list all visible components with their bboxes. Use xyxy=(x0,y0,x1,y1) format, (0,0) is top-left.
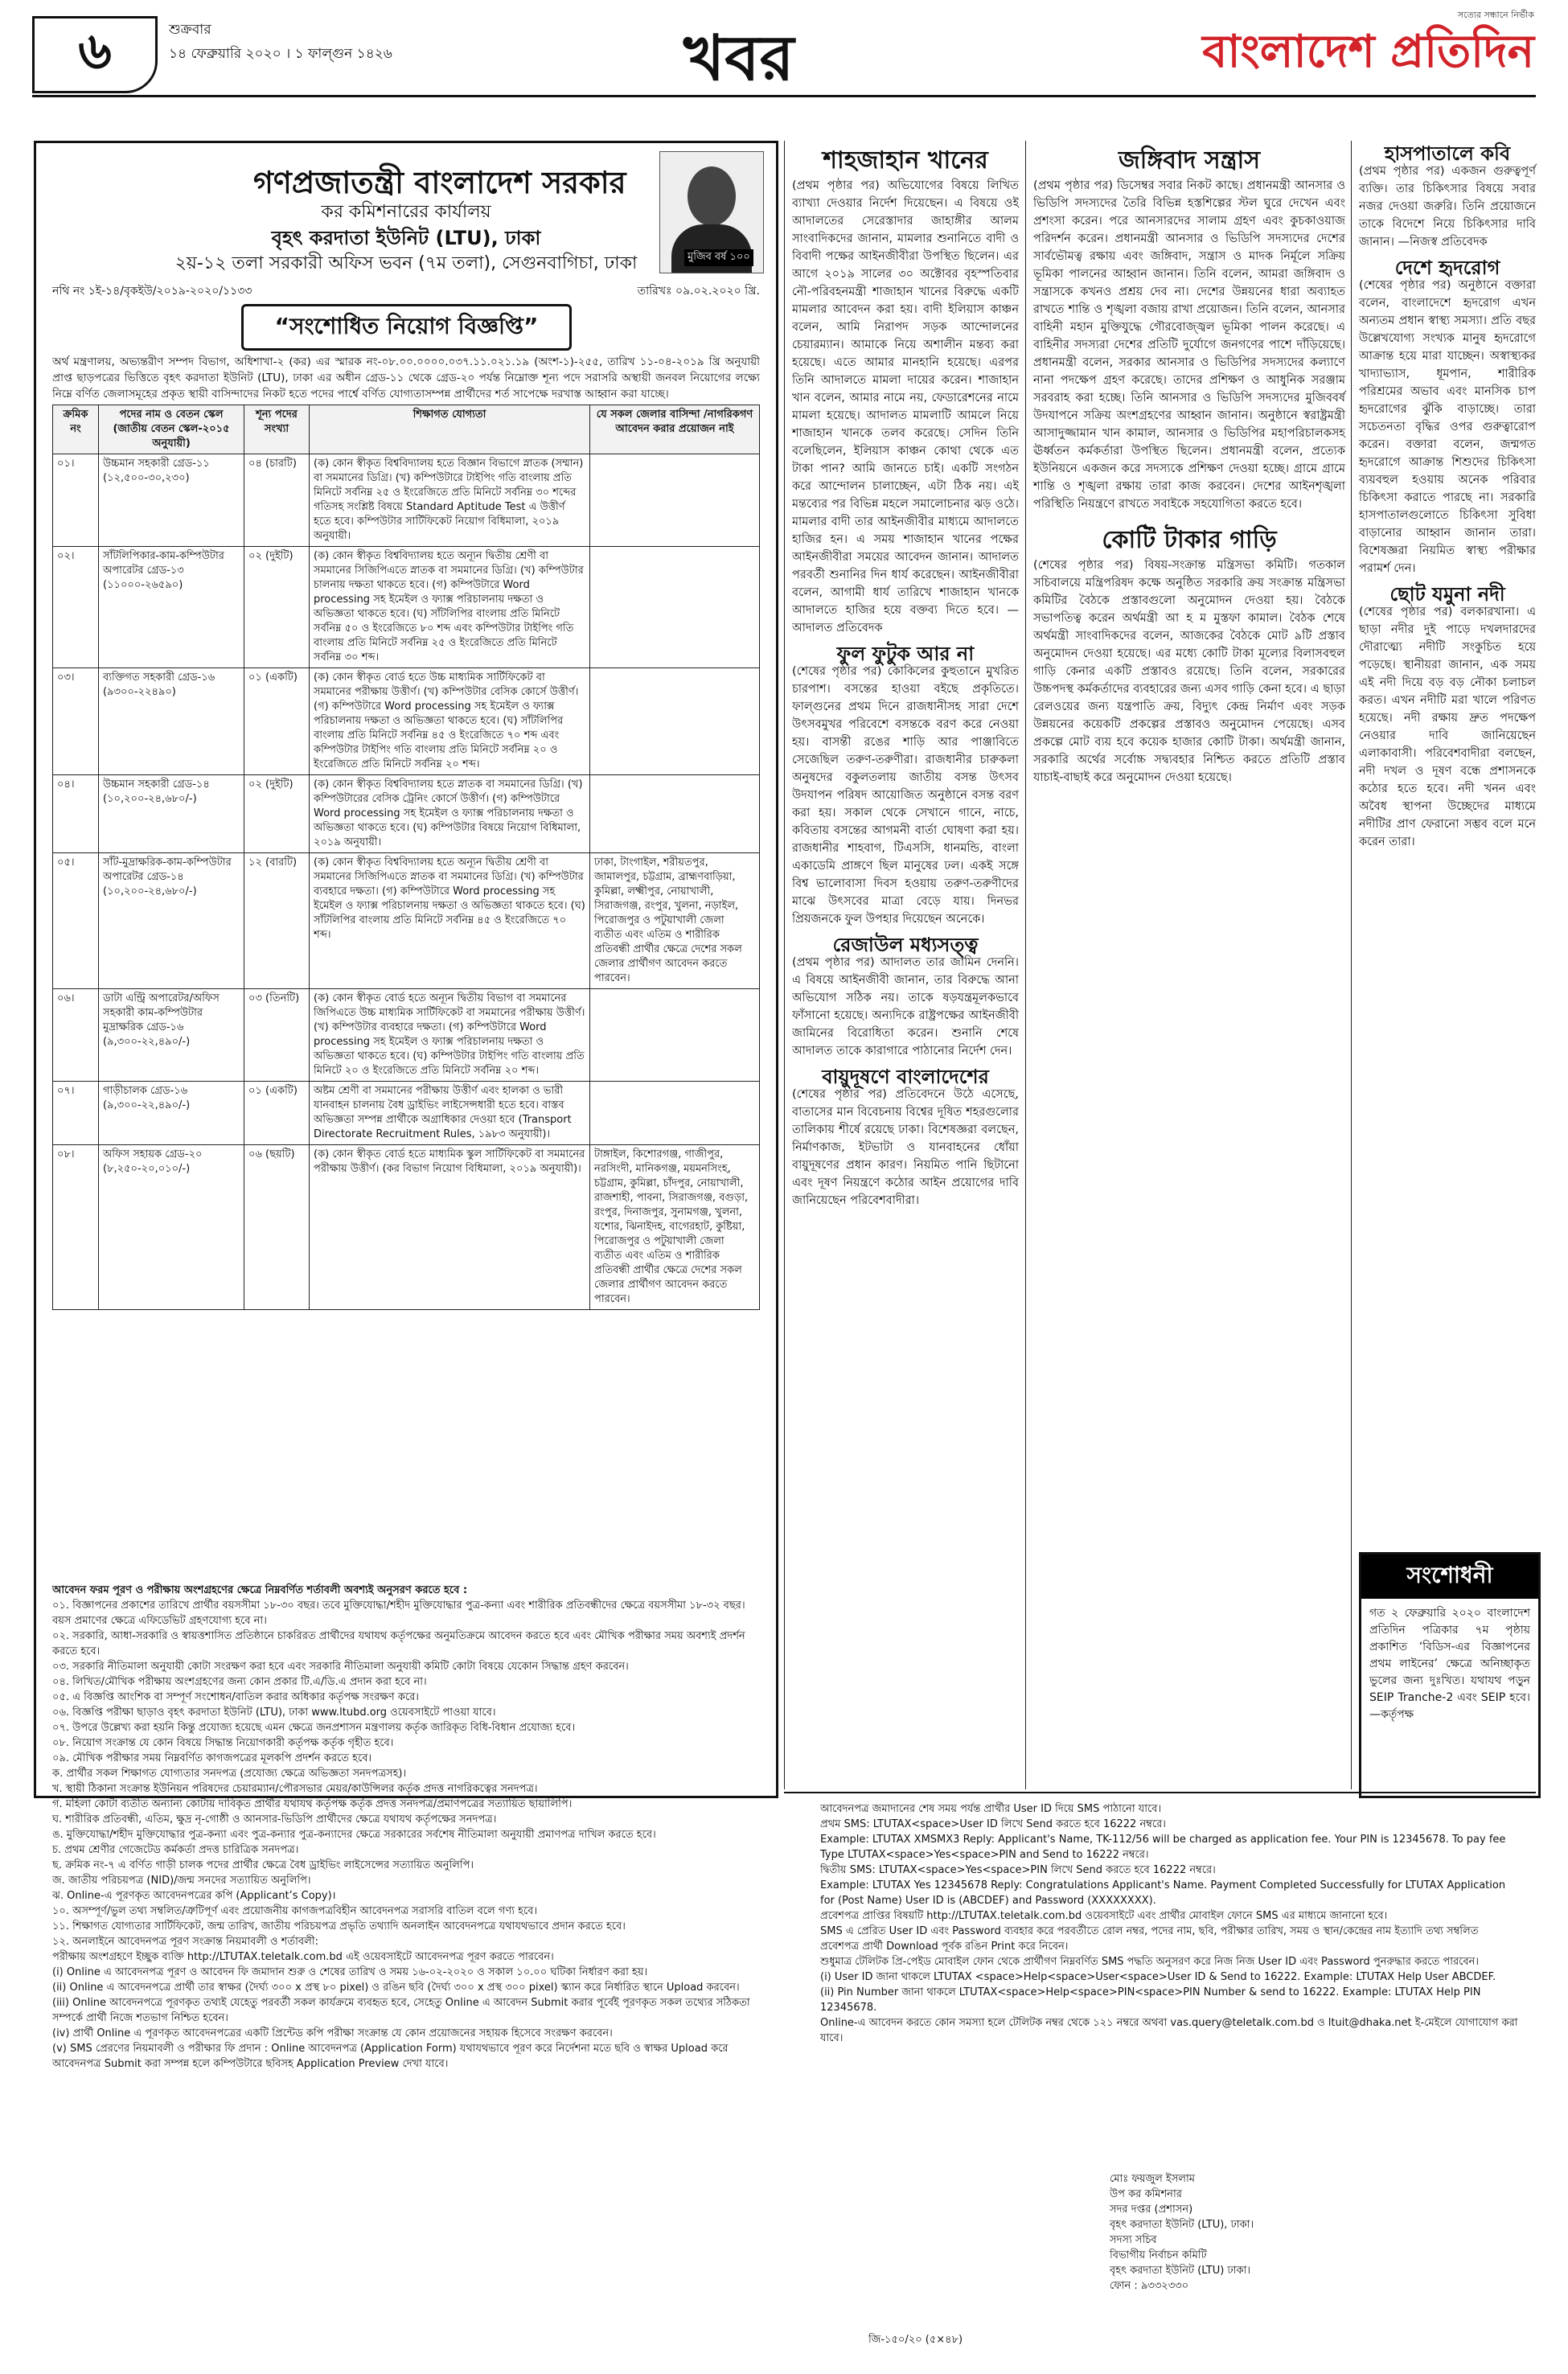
cell-post: গাড়ীচালক গ্রেড-১৬ (৯,৩০০-২২,৪৯০/-) xyxy=(99,1082,244,1145)
headline-flower: ফুল ফুটুক আর না xyxy=(836,642,975,665)
ad-address: ২য়-১২ তলা সরকারী অফিস ভবন (৭ম তলা), সেগুনবাগিচা, ঢাকা xyxy=(174,253,638,273)
signatory-line: বৃহৎ করদাতা ইউনিট (LTU) ঢাকা। xyxy=(1110,2265,1251,2277)
ad-office: কর কমিশনারের কার্যালয় xyxy=(321,202,491,222)
cell-qual: (ক) কোন স্বীকৃত বিশ্ববিদ্যালয় হতে স্নাতক বা সমমানের ডিগ্রি। (খ) কম্পিউটারের বেসিক ট্রেনিং কোর্সে উত্তীর্ণ। (গ) কম্পিউটারে Word processing সহ ইমেইল ও ফ্যাক্স পরিচালনায় দক্ষতা ও অভিজ্ঞতা থাকতে হবে। (ঘ) কম্পিউটার বিষয়ে নিয়োগ বিধিমালা, ২০১৯ অনুযায়ী। xyxy=(310,775,590,853)
posts-header-row xyxy=(53,405,760,454)
cell-count: ০৩ (তিনটি) xyxy=(244,989,310,1082)
sms-line: Example: LTUTAX Yes 12345678 Reply: Congratulations Applicant's Name. Payment Completed Successfully for LTUTAX Application for (Post Name) User ID is (ABCDEF) and Password (XXXXXXXX). xyxy=(820,1879,1506,1907)
cell-qual: (ক) কোন স্বীকৃত বোর্ড হতে উচ্চ মাধ্যমিক সার্টিফিকেট বা সমমানের পরীক্ষায় উত্তীর্ণ। (খ) কম্পিউটার বেসিক কোর্সে উত্তীর্ণ। (গ) কম্পিউটারে Word processing সহ ইমেইল ও ফ্যাক্স পরিচালনায় দক্ষতা ও অভিজ্ঞতা থাকতে হবে। (ঘ) সাঁটলিপির বাংলায় প্রতি মিনিটে সর্বনিম্ন ৪৫ ও ইংরেজিতে ৭০ শব্দ এবং কম্পিউটার টাইপিং গতি বাংলায় প্রতি মিনিটে সর্বনিম্ন ২০ ও ইংরেজিতে প্রতি মিনিটে সর্বনিম্ন ২০ শব্দ। xyxy=(310,668,590,775)
cell-sl: ০৬। xyxy=(53,989,99,1082)
cell-post: অফিস সহায়ক গ্রেড-২০ (৮,২৫০-২০,০১০/-) xyxy=(99,1145,244,1310)
section-title: খবর xyxy=(683,22,794,95)
column-2 xyxy=(1033,145,1345,1793)
header-day: শুক্রবার xyxy=(169,22,211,38)
post-row xyxy=(53,668,760,775)
cell-region xyxy=(590,454,760,547)
rule-item: খ. স্থায়ী ঠিকানা সংক্রান্ত ইউনিয়ন পরিষদের চেয়ারম্যান/পৌরসভার মেয়র/কাউন্সিলর কর্তৃক প্রদত্ত নাগরিকত্বের সনদপত্র। xyxy=(52,1783,538,1795)
cell-qual: (ক) কোন স্বীকৃত বোর্ড হতে মাধ্যমিক স্কুল সার্টিফিকেট বা সমমানের পরীক্ষায় উত্তীর্ণ। (কর বিভাগ নিয়োগ বিধিমালা, ২০১৯ অনুযায়ী)। xyxy=(310,1145,590,1310)
post-row xyxy=(53,1145,760,1310)
header-date xyxy=(169,18,392,66)
bottom-rule xyxy=(784,1792,1536,1793)
sms-line: Example: LTUTAX XMSMX3 Reply: Applicant's Name, TK-112/56 will be charged as application fee. Your PIN is 12345678. To pay fee Type LTUTAX<space>Yes<space>PIN and Send to 16222 নম্বরে। xyxy=(820,1834,1506,1861)
rule-item: ১১. শিক্ষাগত যোগ্যতার সার্টিফিকেট, জন্ম তারিখ, জাতীয় পরিচয়পত্র প্রভৃতি তথ্যাদি অনলাইন আবেদনপত্রে যথাযথভাবে প্রদান করতে হবে। xyxy=(52,1920,626,1932)
rule-item: জ. জাতীয় পরিচয়পত্র (NID)/জন্ম সনদের সত্যায়িত অনুলিপি। xyxy=(52,1875,311,1887)
cell-region xyxy=(590,668,760,775)
header-rule xyxy=(32,95,1536,97)
column-divider xyxy=(1351,141,1352,1789)
rule-item: (i) Online এ আবেদনপত্র পূরণ ও আবেদন ফি জমাদান শুরু ও শেষের তারিখ ও সময় ১৬-০২-২০২০ ও সকাল ১০.০০ ঘটিকা নির্ধারণ করা হয়। xyxy=(52,1966,648,1978)
story-poet: (প্রথম পৃষ্ঠার পর) একজন গুরুত্বপূর্ণ ব্যক্তি। তার চিকিৎসার বিষয়ে সবার নজর দেওয়া জরুরি। তিনি প্রয়োজনে তাকে বিদেশে নিয়ে চিকিৎসার দাবি জানান। —নিজস্ব প্রতিবেদক xyxy=(1359,165,1536,248)
rule-item: পরীক্ষায় অংশগ্রহণে ইচ্ছুক ব্যক্তি http://LTUTAX.teletalk.com.bd এই ওয়েবসাইটে আবেদনপত্র পূরণ করতে পারবেন। xyxy=(52,1951,554,1963)
cell-count: ০৪ (চারটি) xyxy=(244,454,310,547)
rule-item: ০৩. সরকারি নীতিমালা অনুযায়ী কোটা সংরক্ষণ করা হবে এবং সরকারি নীতিমালা অনুযায়ী কমিটি কোটা বিষয়ে যেকোন সিদ্ধান্ত গ্রহণ করবেন। xyxy=(52,1661,629,1673)
sms-instructions xyxy=(820,1801,1520,2046)
signatory-line: সদস্য সচিব xyxy=(1110,2234,1157,2246)
cell-sl: ০৪। xyxy=(53,775,99,853)
post-row xyxy=(53,775,760,853)
signatory-line: মোঃ ফয়জুল ইসলাম xyxy=(1110,2173,1195,2185)
sms-line: Online-এ আবেদন করতে কোন সমস্যা হলে টেলিটক নম্বর থেকে ১২১ নম্বরে অথবা vas.query@teletalk.com.bd ও ltuit@dhaka.net ই-মেইলে যোগাযোগ করা যাবে। xyxy=(820,2017,1518,2044)
rule-item: (iv) প্রার্থী Online এ পূরণকৃত আবেদনপত্রের একটি প্রিন্টেড কপি পরীক্ষা সংক্রান্ত যে কোন প্রয়োজনের সহায়ক হিসেবে সংরক্ষণ করবেন। xyxy=(52,2027,613,2039)
correction-text: গত ২ ফেব্রুয়ারি ২০২০ বাংলাদেশ প্রতিদিন পত্রিকার ৭ম পৃষ্ঠায় প্রকাশিত ‘বিডিস-এর বিজ্ঞাপনের প্রথম লাইনের’ ক্ষেত্রে অনিচ্ছাকৃত ভুলের জন্য দুঃখিত। যথাযথ পড়ুন SEIP Tranche-2 এবং SEIP হবে। —কর্তৃপক্ষ xyxy=(1369,1607,1530,1721)
rule-item: ঙ. মুক্তিযোদ্ধা/শহীদ মুক্তিযোদ্ধার পুত্র-কন্যা এবং পুত্র-কন্যার পুত্র-কন্যাদের ক্ষেত্রে সরকারের সর্বশেষ নীতিমালা অনুযায়ী প্রমাণপত্র দাখিল করতে হবে। xyxy=(52,1829,656,1841)
notice-banner: “সংশোধিত নিয়োগ বিজ্ঞপ্তি” xyxy=(241,304,572,351)
story-rezaul: (প্রথম পৃষ্ঠার পর) আদালত তার জামিন দেননি। এ বিষয়ে আইনজীবী জানান, তার বিরুদ্ধে আনা অভিযোগ সঠিক নয়। তাকে ষড়যন্ত্রমূলকভাবে ফাঁসানো হয়েছে। অন্যদিকে রাষ্ট্রপক্ষের আইনজীবী জামিনের বিরোধিতা করেন। শুনানি শেষে আদালত তাকে কারাগারে পাঠানোর নির্দেশ দেন। xyxy=(792,956,1019,1058)
cell-post: সাঁট-মুদ্রাক্ষরিক-কাম-কম্পিউটার অপারেটর গ্রেড-১৪ (১০,২০০-২৪,৬৮০/-) xyxy=(99,853,244,989)
signatory-line: সদর দপ্তর (প্রশাসন) xyxy=(1110,2204,1193,2216)
cell-region xyxy=(590,547,760,668)
column-divider xyxy=(784,141,785,1789)
story-river: (শেষের পৃষ্ঠার পর) বলকারখানা। এ ছাড়া নদীর দুই পাড়ে দখলদারদের দৌরাত্ম্যে নদীটি সংকুচিত হয়ে পড়েছে। স্থানীয়রা জানান, এক সময় এই নদী দিয়ে বড় বড় নৌকা চলাচল করত। এখন নদীটি মরা খালে পরিণত হয়েছে। নদী রক্ষায় দ্রুত পদক্ষেপ নেওয়ার দাবি জানিয়েছেন এলাকাবাসী। পরিবেশবাদীরা বলছেন, নদী দখল ও দূষণ বন্ধে প্রশাসনকে কঠোর হতে হবে। নদী খনন এবং অবৈধ স্থাপনা উচ্ছেদের মাধ্যমে নদীটির প্রাণ ফেরানো সম্ভব বলে মনে করেন তারা। xyxy=(1359,606,1536,848)
cell-count: ০৬ (ছয়টি) xyxy=(244,1145,310,1310)
memo-number: নথি নং ১ই-১৪/বৃকইউ/২০১৯-২০২০/১১৩৩ xyxy=(52,285,252,298)
cell-post: ব্যক্তিগত সহকারী গ্রেড-১৬ (৯৩০০-২২৪৯০) xyxy=(99,668,244,775)
column-1 xyxy=(792,145,1019,1793)
sms-line: আবেদনপত্র জমাদানের শেষ সময় পর্যন্ত প্রার্থীর User ID দিয়ে SMS পাঠানো যাবে। xyxy=(820,1803,1162,1815)
memo-line xyxy=(52,281,760,301)
cell-count: ১২ (বারটি) xyxy=(244,853,310,989)
col-post: পদের নাম ও বেতন স্কেল (জাতীয় বেতন স্কেল-২০১৫ অনুযায়ী) xyxy=(99,405,244,454)
ad-intro: অর্থ মন্ত্রণালয়, অভ্যন্তরীণ সম্পদ বিভাগ, অধিশাখা-২ (কর) এর স্মারক নং-০৮.০০.০০০০.০৩৭.১১.০২১.১৯ (অংশ-১)-২৫৫, তারিখ ১১-০৪-২০১৯ খ্রি অনুযায়ী প্রাপ্ত ছাড়পত্রের ভিত্তিতে বৃহৎ করদাতা ইউনিট (LTU), ঢাকা এর অধীন গ্রেড-১১ থেকে গ্রেড-২০ পর্যন্ত নিম্নোক্ত শূন্য পদে সরাসরি অস্থায়ী জনবল নিয়োগের লক্ষ্যে নিম্নে বর্ণিত জেলাসমূহের প্রকৃত স্থায়ী বাসিন্দাদের নিকট হতে পদের পার্শ্বে বর্ণিত যোগ্যতাসম্পন্ন প্রার্থীদের শর্ত সাপেক্ষে দরখাস্ত আহ্বান করা যাচ্ছে। xyxy=(52,355,760,400)
cell-count: ০২ (দুইটি) xyxy=(244,775,310,853)
cell-sl: ০১। xyxy=(53,454,99,547)
col-count: শূন্য পদের সংখ্যা xyxy=(244,405,310,454)
cell-qual: অষ্টম শ্রেণী বা সমমানের পরীক্ষায় উত্তীর্ণ এবং হালকা ও ভারী যানবাহন চালনায় বৈধ ড্রাইভিং লাইসেন্সধারী হতে হবে। বাস্তব অভিজ্ঞতা সম্পন্ন প্রার্থীকে অগ্রাধিকার দেওয়া হবে (Transport Directorate Recruitment Rules, ১৯৮৩ অনুযায়ী)। xyxy=(310,1082,590,1145)
correction-title: সংশোধনী xyxy=(1361,1555,1538,1599)
rule-item: (ii) Online এ আবেদনপত্রে প্রার্থী তার স্বাক্ষর (দৈর্ঘ্য ৩০০ x প্রস্থ ৮০ pixel) ও রঙিন ছবি (দৈর্ঘ্য ৩০০ x প্রস্থ ৩০০ pixel) স্ক্যান করে নির্ধারিত স্থানে Upload করবেন। xyxy=(52,1982,740,1994)
signatory-line: বিভাগীয় নির্বাচন কমিটি xyxy=(1110,2249,1207,2261)
rules-section xyxy=(52,1583,760,2072)
header-date-text: ১৪ ফেব্রুয়ারি ২০২০ । ১ ফাল্গুন ১৪২৬ xyxy=(169,46,392,62)
cell-post: ডাটা এন্ট্রি অপারেটর/অফিস সহকারী কাম-কম্পিউটার মুদ্রাক্ষরিক গ্রেড-১৬ (৯,৩০০-২২,৪৯০/-) xyxy=(99,989,244,1082)
rule-item: ০৭. উপরে উল্লেখ্য করা হয়নি কিন্তু প্রযোজ্য হয়েছে এমন ক্ষেত্রে জনপ্রশাসন মন্ত্রণালয় কর্তৃক জারিকৃত বিধি-বিধান প্রযোজ্য হবে। xyxy=(52,1722,576,1734)
rule-item: ০৬. বিজ্ঞপ্তি পরীক্ষা ছাড়াও বৃহৎ করদাতা ইউনিট (LTU), ঢাকা www.ltubd.org ওয়েবসাইটে পাওয়া যাবে। xyxy=(52,1707,496,1719)
cell-qual: (ক) কোন স্বীকৃত বোর্ড হতে অন্যূন দ্বিতীয় বিভাগ বা সমমানের জিপিএতে উচ্চ মাধ্যমিক সার্টিফিকেট বা সমমানের পরীক্ষায় উত্তীর্ণ। (খ) কম্পিউটার ব্যবহারে দক্ষতা। (গ) কম্পিউটারে Word processing সহ ইমেইল ও ফ্যাক্স পরিচালনায় দক্ষতা ও অভিজ্ঞতা থাকতে হবে। (ঘ) কম্পিউটার টাইপিং গতি বাংলায় প্রতি মিনিটে ২০ ও ইংরেজিতে প্রতি মিনিটে সর্বনিম্ন ২০ শব্দ। xyxy=(310,989,590,1082)
cell-qual: (ক) কোন স্বীকৃত বিশ্ববিদ্যালয় হতে অন্যূন দ্বিতীয় শ্রেণী বা সমমানের সিজিপিএতে স্নাতক বা সমমানের ডিগ্রি। (খ) কম্পিউটার চালনায় দক্ষতা থাকতে হবে। (গ) কম্পিউটারে Word processing সহ ইমেইল ও ফ্যাক্স পরিচালনায় দক্ষতা ও অভিজ্ঞতা থাকতে হবে। (ঘ) সাঁটলিপির বাংলায় প্রতি মিনিটে সর্বনিম্ন ৫০ ও ইংরেজিতে ৮০ শব্দ এবং কম্পিউটার টাইপিং গতি বাংলায় প্রতি মিনিটে সর্বনিম্ন ২৫ ও ইংরেজিতে প্রতি মিনিটে সর্বনিম্ন ৩০ শব্দ। xyxy=(310,547,590,668)
post-row xyxy=(53,853,760,989)
page-number: ৬ xyxy=(32,16,158,93)
ad-title: গণপ্রজাতন্ত্রী বাংলাদেশ সরকার xyxy=(253,164,626,200)
story-heart: (শেষের পৃষ্ঠার পর) অনুষ্ঠানে বক্তারা বলেন, বাংলাদেশে হৃদরোগ এখন অন্যতম প্রধান স্বাস্থ্য সমস্যা। প্রতি বছর উল্লেখযোগ্য সংখ্যক মানুষ হৃদরোগে আক্রান্ত হয়ে মারা যাচ্ছেন। অস্বাস্থ্যকর খাদ্যাভ্যাস, ধূমপান, শারীরিক পরিশ্রমের অভাব এবং মানসিক চাপ হৃদরোগের ঝুঁকি বাড়াচ্ছে। তারা সচেতনতা বৃদ্ধির ওপর গুরুত্বারোপ করেন। বক্তারা বলেন, জন্মগত হৃদরোগে আক্রান্ত শিশুদের চিকিৎসা ব্যয়বহুল হওয়ায় অনেক পরিবার চিকিৎসা করাতে পারছে না। সরকারি হাসপাতালগুলোতে চিকিৎসা সুবিধা বাড়ানোর আহ্বান জানান তারা। বিশেষজ্ঞরা নিয়মিত স্বাস্থ্য পরীক্ষার পরামর্শ দেন। xyxy=(1359,279,1536,575)
headline-car: কোটি টাকার গাড়ি xyxy=(1102,526,1277,554)
col-qual: শিক্ষাগত যোগ্যতা xyxy=(310,405,590,454)
headline-shahjahan: শাহজাহান খানের xyxy=(823,146,988,175)
column-3 xyxy=(1359,142,1536,1544)
photo-caption: মুজিব বর্ষ ১০০ xyxy=(684,249,753,266)
portrait-face xyxy=(688,166,736,226)
ad-code: জি-১৫০/২০ (৫×৪৮) xyxy=(868,2334,963,2346)
story-pollution: (শেষের পৃষ্ঠার পর) প্রতিবেদনে উঠে এসেছে, বাতাসের মান বিবেচনায় বিশ্বের দূষিত শহরগুলোর তালিকায় শীর্ষে রয়েছে ঢাকা। বিশেষজ্ঞরা বলছেন, নির্মাণকাজ, ইটভাটা ও যানবাহনের ধোঁয়া বায়ুদূষণের প্রধান কারণ। নিয়মিত পানি ছিটানো এবং দূষণ নিয়ন্ত্রণে কঠোর আইন প্রয়োগের দাবি জানিয়েছেন পরিবেশবাদীরা। xyxy=(792,1088,1019,1207)
signatory-block xyxy=(1110,2171,1254,2294)
cell-region xyxy=(590,775,760,853)
headline-river: ছোট যমুনা নদী xyxy=(1389,582,1505,606)
rule-item: ০৪. লিখিত/মৌখিক পরীক্ষায় অংশগ্রহণের জন্য কোন প্রকার টি.এ/ডি.এ প্রদান করা হবে না। xyxy=(52,1676,427,1688)
cell-post: উচ্চমান সহকারী গ্রেড-১৪ (১০,২০০-২৪,৬৮০/-) xyxy=(99,775,244,853)
rule-item: ঝ. Online-এ পূরণকৃত আবেদনপত্রের কপি (Applicant’s Copy)। xyxy=(52,1890,336,1902)
ad-unit: বৃহৎ করদাতা ইউনিট (LTU), ঢাকা xyxy=(271,227,541,249)
cell-count: ০২ (দুইটি) xyxy=(244,547,310,668)
cell-region xyxy=(590,1082,760,1145)
masthead-tagline: সত্যের সন্ধানে নির্ভীক xyxy=(1457,10,1534,20)
rule-item: (iii) Online আবেদনপত্রে পূরণকৃত তথ্যই যেহেতু পরবর্তী সকল কার্যক্রমে ব্যবহৃত হবে, সেহেতু Online এ আবেদন Submit করার পূর্বেই পূরণকৃত সকল তথ্যের সঠিকতা সম্পর্কে প্রার্থী নিজে শতভাগ নিশ্চিত হবেন। xyxy=(52,1997,750,2024)
cell-qual: (ক) কোন স্বীকৃত বিশ্ববিদ্যালয় হতে বিজ্ঞান বিভাগে স্নাতক (সম্মান) বা সমমানের ডিগ্রি। (খ) কম্পিউটারে টাইপিং গতি বাংলায় প্রতি মিনিটে সর্বনিম্ন ২৫ ও ইংরেজিতে প্রতি মিনিটে সর্বনিম্ন ৩০ শব্দের গতিসহ সংশ্লিষ্ট বিষয়ে Standard Aptitude Test এ উত্তীর্ণ হতে হবে। কম্পিউটার সার্টিফিকেট নিয়োগ বিধিমালা, ২০১৯ অনুযায়ী। xyxy=(310,454,590,547)
cell-sl: ০২। xyxy=(53,547,99,668)
cell-count: ০১ (একটি) xyxy=(244,1082,310,1145)
sms-line: (i) User ID জানা থাকলে LTUTAX <space>Help<space>User<space>User ID & Send to 16222. Example: LTUTAX Help User ABCDEF. xyxy=(820,1971,1496,1983)
post-row xyxy=(53,547,760,668)
sms-line: শুধুমাত্র টেলিটক প্রি-পেইড মোবাইল ফোন থেকে প্রার্থীগণ নিম্নবর্ণিত SMS পদ্ধতি অনুসরণ করে নিজ নিজ User ID এবং Password পুনরুদ্ধার করতে পারবেন। xyxy=(820,1956,1480,1968)
headline-heart: দেশে হৃদরোগ xyxy=(1394,256,1500,279)
cell-sl: ০৫। xyxy=(53,853,99,989)
rule-item: ১২. অনলাইনে আবেদনপত্র পূরণ সংক্রান্ত নিয়মাবলী ও শর্তাবলী: xyxy=(52,1936,318,1948)
post-row xyxy=(53,989,760,1082)
col-region: যে সকল জেলার বাসিন্দা /নাগরিকগণ আবেদন করার প্রয়োজন নাই xyxy=(590,405,760,454)
cell-region: টাঙ্গাইল, কিশোরগঞ্জ, গাজীপুর, নরসিংদী, মানিকগঞ্জ, ময়মনসিংহ, চট্টগ্রাম, কুমিল্লা, চাঁদপুর, নোয়াখালী, রাজশাহী, পাবনা, সিরাজগঞ্জ, বগুড়া, রংপুর, দিনাজপুর, সুনামগঞ্জ, খুলনা, যশোর, ঝিনাইদহ, বাগেরহাট, কুষ্টিয়া, পিরোজপুর ও পটুয়াখালী জেলা ব্যতীত এবং এতিম ও শারীরিক প্রতিবন্ধী প্রার্থীর ক্ষেত্রে দেশের সকল জেলার প্রার্থীগণ আবেদন করতে পারবেন। xyxy=(590,1145,760,1310)
column-divider xyxy=(1025,141,1026,1789)
rule-item: ঘ. শারীরিক প্রতিবন্ধী, এতিম, ক্ষুদ্র নৃ-গোষ্ঠী ও আনসার-ভিডিপি প্রার্থীদের ক্ষেত্রে যথাযথ কর্তৃপক্ষের সনদপত্র। xyxy=(52,1813,497,1826)
masthead-logo: বাংলাদেশ প্রতিদিন xyxy=(1202,25,1534,78)
rule-item: ০১. বিজ্ঞাপনের প্রকাশের তারিখে প্রার্থীর বয়সসীমা ১৮-৩০ বছর। তবে মুক্তিযোদ্ধা/শহীদ মুক্তিযোদ্ধার পুত্র-কন্যা এবং শারীরিক প্রতিবন্ধীদের ক্ষেত্রে বয়সসীমা ১৮-৩২ বছর। বয়স প্রমাণের ক্ষেত্রে এফিডেভিট গ্রহণযোগ্য হবে না। xyxy=(52,1600,745,1627)
col-sl: ক্রমিক নং xyxy=(53,405,99,454)
signatory-line: বৃহৎ করদাতা ইউনিট (LTU), ঢাকা। xyxy=(1110,2219,1254,2231)
rule-item: ১০. অসম্পূর্ণ/ভুল তথ্য সম্বলিত/ত্রুটিপূর্ণ এবং প্রয়োজনীয় কাগজপত্রবিহীন আবেদনপত্র সরাসরি বাতিল বলে গণ্য হবে। xyxy=(52,1905,538,1917)
signatory-line: ফোন : ৯৩৩২৩৩০ xyxy=(1110,2280,1189,2292)
rule-item: চ. প্রথম শ্রেণীর গেজেটেড কর্মকর্তা প্রদত্ত চারিত্রিক সনদপত্র। xyxy=(52,1844,299,1856)
rule-item: ০৯. মৌখিক পরীক্ষার সময় নিম্নবর্ণিত কাগজপত্রের মূলকপি প্রদর্শন করতে হবে। xyxy=(52,1752,372,1764)
masthead xyxy=(1202,8,1534,80)
sms-line: দ্বিতীয় SMS: LTUTAX<space>Yes<space>PIN লিখে Send করতে হবে 16222 নম্বরে। xyxy=(820,1864,1216,1876)
rule-item: (v) SMS প্রেরণের নিয়মাবলী ও পরীক্ষার ফি প্রদান : Online আবেদনপত্র (Application Form) যথাযথভাবে পূরণ করে নির্দেশনা মতে ছবি ও স্বাক্ষর Upload করে আবেদনপত্র Submit করা সম্পন্ন হলে কম্পিউটারে ছবিসহ Application Preview দেখা যাবে। xyxy=(52,2043,729,2070)
cell-sl: ০৮। xyxy=(53,1145,99,1310)
posts-table xyxy=(52,405,760,1310)
post-row xyxy=(53,1082,760,1145)
cell-post: সাঁটলিপিকার-কাম-কম্পিউটার অপারেটর গ্রেড-১৩ (১১০০০-২৬৫৯০) xyxy=(99,547,244,668)
story-shahjahan: (প্রথম পৃষ্ঠার পর) অভিযোগের বিষয়ে লিখিত ব্যাখ্যা দেওয়ার নির্দেশ দিয়েছেন। এ বিষয়ে ওই আদালতের সেরেস্তাদার জাহাঙ্গীর আলম সাংবাদিকদের জানান, মামলার শুনানিতে বাদী ও বিবাদী পক্ষের আইনজীবীরা উপস্থিত ছিলেন। এর আগে ২০১৯ সালের ৩০ অক্টোবর বৃহস্পতিবার নৌ-পরিবহনমন্ত্রী শাজাহান খানের বিরুদ্ধে একটি মামলার আবেদন করা হয়। বাদী ইলিয়াস কাঞ্চন বলেন, আমি নিরাপদ সড়ক আন্দোলনের চেয়ারম্যান। আমাকে নিয়ে অশালীন মন্তব্য করা হয়েছে। এতে আমার মানহানি হয়েছে। এরপর তিনি আদালতে মামলা দায়ের করেন। শাজাহান খান বলেন, আমার নামে নয়, ফেডারেশনের নামে মামলা হয়েছে। আদালত মামলাটি আমলে নিয়ে শাজাহান খানকে তলব করেছে। সেদিন তিনি বলেছিলেন, ইলিয়াস কাঞ্চন কোথা থেকে এত টাকা পান? আমি জানতে চাই। একটি সংগঠন করে আন্দোলন চালাচ্ছেন, এটা ঠিক নয়। এই মন্তব্যের পর বিভিন্ন মহলে সমালোচনার ঝড় ওঠে। মামলার বাদী তার আইনজীবীর মাধ্যমে আদালতে হাজির হন। এ সময় শাজাহান খানের পক্ষের আইনজীবীরা সময়ের আবেদন জানান। আদালত পরবর্তী শুনানির দিন ধার্য করেছেন। আইনজীবীরা বলেন, আগামী ধার্য তারিখে শাজাহান খানকে আদালতে হাজির হয়ে বক্তব্য দিতে হবে। —আদালত প্রতিবেদক xyxy=(792,179,1019,635)
cell-post: উচ্চমান সহকারী গ্রেড-১১ (১২,৫০০-৩০,২৩০) xyxy=(99,454,244,547)
headline-militancy: জঙ্গিবাদ সন্ত্রাস xyxy=(1118,146,1261,175)
correction-box xyxy=(1359,1552,1541,1798)
govt-job-ad xyxy=(34,141,778,2070)
headline-pollution: বায়ুদূষণে বাংলাদেশের xyxy=(822,1065,989,1088)
cell-region: ঢাকা, টাংগাইল, শরীয়তপুর, জামালপুর, চট্টগ্রাম, ব্রাহ্মণবাড়িয়া, কুমিল্লা, লক্ষ্মীপুর, নোয়াখালী, সিরাজগঞ্জ, রংপুর, খুলনা, নড়াইল, পিরোজপুর ও পটুয়াখালী জেলা ব্যতীত এবং এতিম ও শারীরিক প্রতিবন্ধী প্রার্থীর ক্ষেত্রে দেশের সকল জেলার প্রার্থীগণ আবেদন করতে পারবেন। xyxy=(590,853,760,989)
story-flower: (শেষের পৃষ্ঠার পর) কোকিলের কুহুতানে মুখরিত চারপাশ। বসন্তের হাওয়া বইছে প্রকৃতিতে। ফাল্গুনের প্রথম দিনে রাজধানীসহ সারা দেশে উৎসবমুখর পরিবেশে বসন্তকে বরণ করে নেওয়া হয়। বাসন্তী রঙের শাড়ি আর পাঞ্জাবিতে সেজেছিল তরুণ-তরুণীরা। রাজধানীর চারুকলা অনুষদের বকুলতলায় জাতীয় বসন্ত উৎসব উদযাপন পরিষদ আয়োজিত অনুষ্ঠানে বসন্ত বরণ করা হয়। সকাল থেকে সেখানে গানে, নাচে, কবিতায় বসন্তের আগমনী বার্তা ঘোষণা করা হয়। রাজধানীর শাহবাগ, টিএসসি, ধানমন্ডি, বাংলা একাডেমি প্রাঙ্গণে ছিল মানুষের ঢল। একই সঙ্গে বিশ্ব ভালোবাসা দিবস হওয়ায় তরুণ-তরুণীদের মাঝে উৎসবের মাত্রা বেড়ে যায়। দিনভর প্রিয়জনকে ফুল উপহার দিয়েছেন অনেকে। xyxy=(792,665,1019,926)
signatory-line: উপ কর কমিশনার xyxy=(1110,2188,1182,2200)
sms-line: প্রবেশপত্র প্রাপ্তির বিষয়টি http://LTUTAX.teletalk.com.bd ওয়েবসাইটে এবং প্রার্থীর মোবাইল ফোনে SMS এর মাধ্যমে জানানো হবে। xyxy=(820,1910,1388,1922)
rule-item: ছ. ক্রমিক নং-৭ এ বর্ণিত গাড়ী চালক পদের প্রার্থীর ক্ষেত্রে বৈধ ড্রাইভিং লাইসেন্সের সত্যায়িত অনুলিপি। xyxy=(52,1859,474,1871)
rules-title: আবেদন ফরম পূরণ ও পরীক্ষায় অংশগ্রহণের ক্ষেত্রে নিম্নবর্ণিত শর্তাবলী অবশ্যই অনুসরণ করতে হবে : xyxy=(52,1584,468,1596)
rule-item: ০৫. এ বিজ্ঞপ্তি আংশিক বা সম্পূর্ণ সংশোধন/বাতিল করার অধিকার কর্তৃপক্ষ সংরক্ষণ করে। xyxy=(52,1691,419,1703)
cell-region xyxy=(590,989,760,1082)
rule-item: ০২. সরকারি, আধা-সরকারি ও স্বায়ত্তশাসিত প্রতিষ্ঠানে চাকরিরত প্রার্থীদের যথাযথ কর্তৃপক্ষের অনুমতিক্রমে আবেদন করতে হবে এবং মৌখিক পরীক্ষার সময় অবশ্যই প্রদর্শন করতে হবে। xyxy=(52,1630,745,1657)
sms-line: (ii) Pin Number জানা থাকলে LTUTAX<space>Help<space>PIN<space>PIN Number & send to 16222. Example: LTUTAX Help PIN 12345678. xyxy=(820,1986,1481,2014)
cell-sl: ০৭। xyxy=(53,1082,99,1145)
cell-qual: (ক) কোন স্বীকৃত বিশ্ববিদ্যালয় হতে অন্যূন দ্বিতীয় শ্রেণী বা সমমানের সিজিপিএতে স্নাতক বা সমমানের ডিগ্রি। (খ) কম্পিউটার ব্যবহারে দক্ষতা। (গ) কম্পিউটারে Word processing সহ ইমেইল ও ফ্যাক্স পরিচালনায় দক্ষতা ও অভিজ্ঞতা থাকতে হবে। (ঘ) সাঁটলিপির বাংলায় প্রতি মিনিটে সর্বনিম্ন ৪৫ ও ইংরেজিতে ৭০ শব্দ। xyxy=(310,853,590,989)
headline-rezaul: রেজাউল মধ্যসত্ত্ব xyxy=(832,933,979,956)
rule-item: ০৮. নিয়োগ সংক্রান্ত যে কোন বিষয়ে সিদ্ধান্ত নিয়োগকারী কর্তৃপক্ষ কর্তৃক গৃহীত হবে। xyxy=(52,1737,394,1749)
story-car: (শেষের পৃষ্ঠার পর) বিষয়-সংক্রান্ত মন্ত্রিসভা কমিটি। গতকাল সচিবালয়ে মন্ত্রিপরিষদ কক্ষে অনুষ্ঠিত সরকারি ক্রয় সংক্রান্ত মন্ত্রিসভা কমিটির বৈঠকে প্রস্তাবগুলো অনুমোদন দেওয়া হয়। বৈঠকে সভাপতিত্ব করেন অর্থমন্ত্রী আ হ ম মুস্তফা কামাল। বৈঠক শেষে অর্থমন্ত্রী সাংবাদিকদের বলেন, আজকের বৈঠকে মোট ৯টি প্রস্তাব অনুমোদন দেওয়া হয়েছে। এর মধ্যে কোটি টাকা মূল্যের বিলাসবহুল গাড়ি কেনার একটি প্রস্তাবও রয়েছে। তিনি বলেন, সরকারের উচ্চপদস্থ কর্মকর্তাদের ব্যবহারের জন্য এসব গাড়ি কেনা হবে। এ ছাড়া রেলওয়ের জন্য যন্ত্রপাতি ক্রয়, বিদ্যুৎ কেন্দ্র নির্মাণ এবং সড়ক উন্নয়নের কয়েকটি প্রকল্পের প্রস্তাবও অনুমোদন পেয়েছে। এসব প্রকল্পে মোট ব্যয় হবে কয়েক হাজার কোটি টাকা। অর্থমন্ত্রী জানান, সরকারি অর্থের সর্বোচ্চ সদ্ব্যবহার নিশ্চিত করতে প্রতিটি প্রস্তাব যাচাই-বাছাই করে অনুমোদন দেওয়া হয়েছে। xyxy=(1033,559,1345,784)
headline-poet: হাসপাতালে কবি xyxy=(1384,142,1511,165)
sms-line: SMS এ প্রেরিত User ID এবং Password ব্যবহার করে পরবর্তীতে রোল নম্বর, পদের নাম, ছবি, পরীক্ষার তারিখ, সময় ও স্থান/কেন্দ্রের নাম ইত্যাদি তথ্য সম্বলিত প্রবেশপত্র প্রার্থী Download পূর্বক রঙিন Print করে নিবেন। xyxy=(820,1925,1479,1953)
rule-item: গ. মহিলা কোটা ব্যতীত অন্যান্য কোটায় দাবিকৃত প্রার্থীর যথাযথ কর্তৃপক্ষ কর্তৃক প্রদত্ত সনদপত্র/প্রমাণপত্রের সত্যায়িত ছায়ালিপি। xyxy=(52,1798,573,1810)
portrait-photo xyxy=(659,151,764,273)
sms-line: প্রথম SMS: LTUTAX<space>User ID লিখে Send করতে হবে 16222 নম্বরে। xyxy=(820,1818,1166,1830)
post-row xyxy=(53,454,760,547)
rule-item: ক. প্রার্থীর সকল শিক্ষাগত যোগ্যতার সনদপত্র (প্রযোজ্য ক্ষেত্রে অভিজ্ঞতা সনদপত্রসহ)। xyxy=(52,1768,407,1780)
cell-sl: ০৩। xyxy=(53,668,99,775)
cell-count: ০১ (একটি) xyxy=(244,668,310,775)
story-militancy: (প্রথম পৃষ্ঠার পর) ডিসেম্বর সবার নিকট কাছে। প্রধানমন্ত্রী আনসার ও ভিডিপি সদস্যদের তৈরি বিভিন্ন হস্তশিল্পের স্টল ঘুরে দেখেন এবং প্রশংসা করেন। পরে আনসারদের সালাম গ্রহণ এবং কুচকাওয়াজ পরিদর্শন করেন। প্রধানমন্ত্রী আনসার ও ভিডিপি সদস্যদের দেশের সার্বভৌমত্ব রক্ষায় এবং জঙ্গিবাদ, সন্ত্রাস ও মাদক নির্মূলে সক্রিয় ভূমিকা পালনের আহ্বান জানান। তিনি বলেন, আমরা জঙ্গিবাদ ও সন্ত্রাসকে কখনও প্রশ্রয় দেব না। দেশের উন্নয়নের ধারা অব্যাহত রাখতে শান্তি ও শৃঙ্খলা বজায় রাখা প্রয়োজন। তিনি বলেন, আনসার বাহিনী মহান মুক্তিযুদ্ধে গৌরবোজ্জ্বল ভূমিকা পালন করেছে। এ বাহিনীর সদস্যরা দেশের প্রতিটি দুর্যোগে জনগণের পাশে দাঁড়িয়েছে। প্রধানমন্ত্রী বলেন, সরকার আনসার ও ভিডিপির সদস্যদের কল্যাণে নানা পদক্ষেপ গ্রহণ করেছে। তাদের প্রশিক্ষণ ও আধুনিক সরঞ্জাম সরবরাহ করা হচ্ছে। তিনি আনসার ও ভিডিপি সদস্যদের মুজিববর্ষ উদযাপনে সক্রিয় অংশগ্রহণের আহ্বান জানান। অনুষ্ঠানে স্বরাষ্ট্রমন্ত্রী আসাদুজ্জামান খান কামাল, আনসার ও ভিডিপির মহাপরিচালকসহ ঊর্ধ্বতন কর্মকর্তারা উপস্থিত ছিলেন। প্রধানমন্ত্রী বলেন, প্রত্যেক ইউনিয়নে একজন করে সদস্যকে প্রশিক্ষণ দেওয়া হচ্ছে। গ্রামে গ্রামে শান্তি ও শৃঙ্খলা রক্ষায় তারা কাজ করবেন। দেশের আইনশৃঙ্খলা পরিস্থিতি নিয়ন্ত্রণে রাখতে সবাইকে সহযোগিতা করতে হবে। xyxy=(1033,179,1345,511)
memo-date: তারিখঃ ০৯.০২.২০২০ খ্রি. xyxy=(637,285,760,298)
